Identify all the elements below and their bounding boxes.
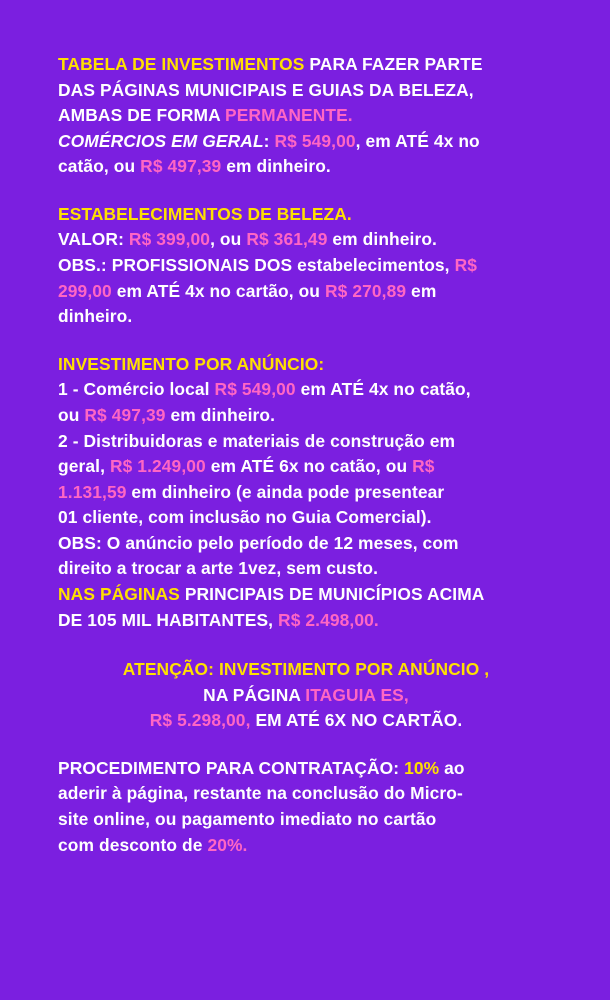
text-site-online: site online, ou pagamento imediato no cartão [58, 809, 437, 830]
text-em-dinheiro-presentear: em dinheiro (e ainda pode presentear [126, 481, 445, 502]
text-para-fazer-parte: PARA FAZER PARTE [309, 54, 483, 74]
heading-estabelecimentos-beleza: ESTABELECIMENTOS DE BELEZA. [58, 203, 352, 224]
text-distribuidoras: 2 - Distribuidoras e materiais de construção em [58, 430, 456, 451]
text-ambas-de-forma: AMBAS DE FORMA [58, 105, 226, 126]
text-105-mil-habitantes: DE 105 MIL HABITANTES, [58, 609, 279, 630]
text-ao: ao [439, 757, 465, 778]
text-obs-profissionais: OBS.: PROFISSIONAIS DOS estabelecimentos, [58, 255, 455, 276]
percent-20: 20%. [207, 834, 248, 855]
text-em-dinheiro-1: em dinheiro. [221, 156, 331, 177]
text-ou-1: , ou [210, 229, 247, 250]
text-trocar-arte: direito a trocar a arte 1vez, sem custo. [58, 558, 379, 579]
paragraph-beauty-establishments [58, 202, 554, 330]
price-profissionais-rs: R$ [454, 255, 477, 276]
price-local-549: R$ 549,00 [214, 379, 296, 400]
attention-line-2 [58, 683, 554, 709]
percent-10: 10% [404, 757, 440, 778]
text-em-2: em [406, 280, 437, 301]
paragraph-investment-table [58, 52, 554, 180]
text-ou-2: ou [58, 404, 85, 425]
attention-line-3 [58, 708, 554, 734]
text-paginas-municipais: DAS PÁGINAS MUNICIPAIS E GUIAS DA BELEZA, [58, 79, 474, 100]
price-dinheiro-497: R$ 497,39 [140, 156, 222, 177]
heading-investimento-por-anuncio: INVESTIMENTO POR ANÚNCIO: [58, 353, 325, 374]
heading-tabela-investimentos: TABELA DE INVESTIMENTOS [58, 54, 310, 74]
text-comercio-local: 1 - Comércio local [58, 379, 215, 400]
text-ate-6x-1: em ATÉ 6x no catão, ou [205, 456, 413, 477]
text-comercios-em-geral: COMÉRCIOS EM GERAL [58, 130, 264, 151]
text-com-desconto: com desconto de [58, 834, 208, 855]
text-ate-6x-cartao: EM ATÉ 6X NO CARTÃO. [250, 710, 463, 731]
price-distribuidoras-1249: R$ 1.249,00 [109, 456, 206, 477]
text-colon-1: : [263, 130, 275, 151]
text-ate-4x-3: em ATÉ 4x no catão, [295, 379, 471, 400]
attention-line-1 [58, 657, 554, 683]
text-permanente: PERMANENTE. [225, 105, 353, 126]
text-em-dinheiro-2: em dinheiro. [327, 229, 437, 250]
paragraph-investment-per-ad [58, 352, 554, 633]
price-local-497: R$ 497,39 [84, 404, 166, 425]
text-em-dinheiro-3: em dinheiro. [165, 404, 276, 425]
price-comercio-549: R$ 549,00 [274, 130, 356, 151]
paragraph-procedure [58, 756, 554, 858]
text-catao-ou-1: catão, ou [58, 156, 141, 177]
text-aderir-pagina: aderir à página, restante na conclusão do Micro- [58, 783, 463, 804]
paragraph-attention-itaguia [58, 657, 554, 734]
price-paginas-2498: R$ 2.498,00. [278, 609, 379, 630]
text-principais-municipios: PRINCIPAIS DE MUNICÍPIOS ACIMA [179, 583, 485, 604]
price-profissionais-270: R$ 270,89 [324, 280, 407, 301]
text-itaguia-es: ITAGUIA ES, [305, 684, 409, 705]
label-valor: VALOR: [58, 229, 129, 250]
heading-nas-paginas: NAS PÁGINAS [58, 583, 180, 604]
heading-procedimento-contratacao: PROCEDIMENTO PARA CONTRATAÇÃO: [58, 757, 405, 778]
price-profissionais-299: 299,00 [58, 280, 112, 301]
heading-atencao-investimento: ATENÇÃO: INVESTIMENTO POR ANÚNCIO , [122, 659, 490, 680]
price-distribuidoras-1131: 1.131,59 [58, 481, 127, 502]
text-na-pagina: NA PÁGINA [203, 684, 306, 705]
text-dinheiro-2: dinheiro. [58, 306, 133, 327]
price-distribuidoras-rs: R$ [412, 456, 435, 477]
text-ate-4x-2: em ATÉ 4x no cartão, ou [111, 280, 325, 301]
price-beleza-399: R$ 399,00 [128, 229, 211, 250]
price-itaguia-5298: R$ 5.298,00, [149, 710, 251, 731]
price-beleza-361: R$ 361,49 [246, 229, 328, 250]
text-01-cliente: 01 cliente, com inclusão no Guia Comercial). [58, 507, 432, 528]
text-geral: geral, [58, 456, 110, 477]
text-ate-4x-1: , em ATÉ 4x no [355, 130, 480, 151]
text-obs-anuncio-12-meses: OBS: O anúncio pelo período de 12 meses, com [58, 532, 459, 553]
